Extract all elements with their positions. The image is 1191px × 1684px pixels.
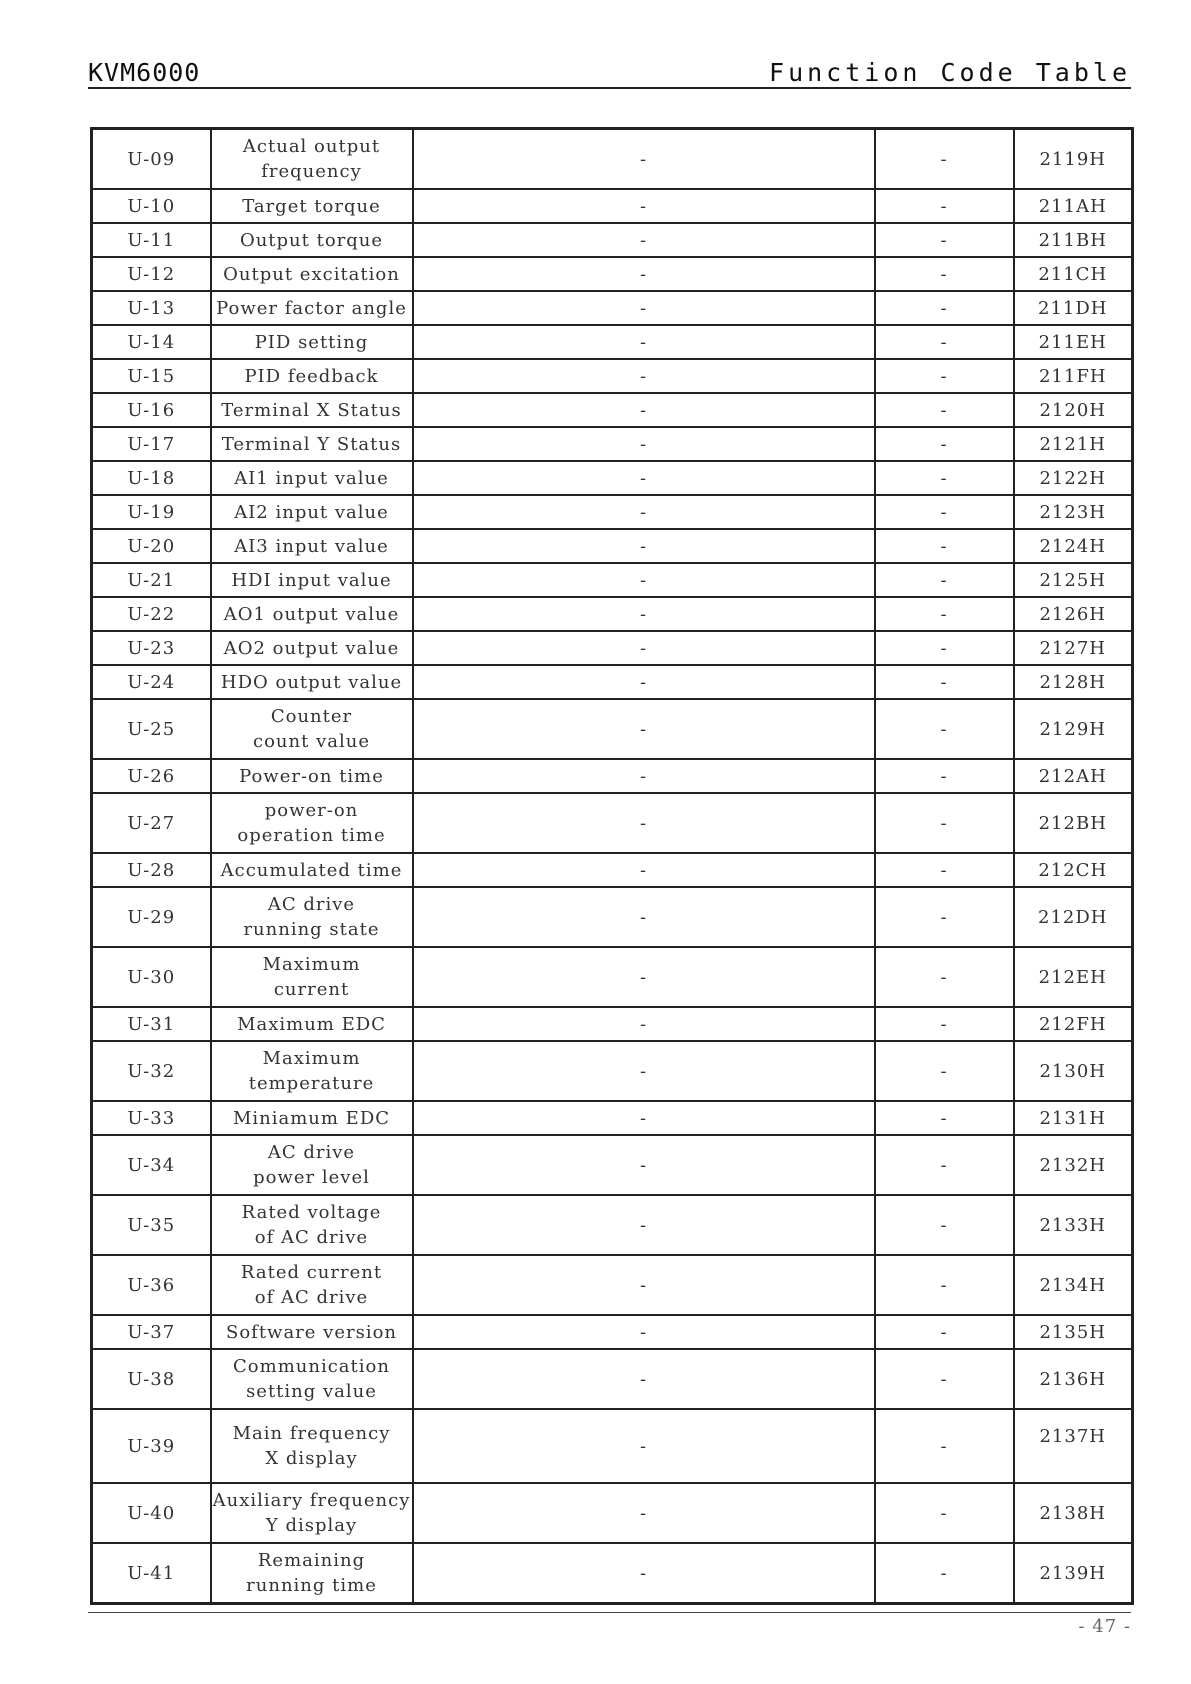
setting-range-cell: -: [413, 563, 875, 597]
setting-range-cell: -: [413, 291, 875, 325]
parameter-name-cell: Rated voltage of AC drive: [211, 1195, 413, 1255]
parameter-name-cell: Rated current of AC drive: [211, 1255, 413, 1315]
setting-range-cell: -: [413, 1135, 875, 1195]
parameter-name-cell: Actual output frequency: [211, 129, 413, 190]
header-rule: [88, 87, 1131, 89]
comm-address-cell: 212EH: [1014, 947, 1133, 1007]
function-code-cell: U-35: [92, 1195, 211, 1255]
function-code-cell: U-32: [92, 1041, 211, 1101]
table-row: [92, 665, 1133, 699]
default-value-cell: -: [875, 1135, 1014, 1195]
setting-range-cell: -: [413, 853, 875, 887]
table-row: [92, 563, 1133, 597]
function-code-cell: U-41: [92, 1543, 211, 1604]
default-value-cell: -: [875, 495, 1014, 529]
table-row: [92, 1101, 1133, 1135]
setting-range-cell: -: [413, 223, 875, 257]
parameter-name-cell: Accumulated time: [211, 853, 413, 887]
function-code-cell: U-11: [92, 223, 211, 257]
comm-address-cell: 212BH: [1014, 793, 1133, 853]
comm-address-cell: 2133H: [1014, 1195, 1133, 1255]
setting-range-cell: -: [413, 189, 875, 223]
setting-range-cell: -: [413, 597, 875, 631]
comm-address-cell: 2122H: [1014, 461, 1133, 495]
default-value-cell: -: [875, 1543, 1014, 1604]
setting-range-cell: -: [413, 461, 875, 495]
parameter-name-cell: Software version: [211, 1315, 413, 1349]
default-value-cell: -: [875, 853, 1014, 887]
default-value-cell: -: [875, 1349, 1014, 1409]
default-value-cell: -: [875, 1255, 1014, 1315]
default-value-cell: -: [875, 1007, 1014, 1041]
default-value-cell: -: [875, 563, 1014, 597]
comm-address-cell: 211AH: [1014, 189, 1133, 223]
setting-range-cell: -: [413, 1195, 875, 1255]
default-value-cell: -: [875, 393, 1014, 427]
default-value-cell: -: [875, 1041, 1014, 1101]
parameter-name-cell: AO2 output value: [211, 631, 413, 665]
setting-range-cell: -: [413, 1101, 875, 1135]
default-value-cell: -: [875, 1195, 1014, 1255]
function-code-table: [90, 127, 1134, 1605]
default-value-cell: -: [875, 1409, 1014, 1483]
table-row: [92, 1483, 1133, 1543]
parameter-name-cell: Main frequency X display: [211, 1409, 413, 1483]
default-value-cell: -: [875, 631, 1014, 665]
table-row: [92, 1007, 1133, 1041]
function-code-cell: U-31: [92, 1007, 211, 1041]
setting-range-cell: -: [413, 1315, 875, 1349]
table-row: [92, 427, 1133, 461]
comm-address-cell: 2120H: [1014, 393, 1133, 427]
function-code-cell: U-20: [92, 529, 211, 563]
setting-range-cell: -: [413, 325, 875, 359]
table-row: [92, 1349, 1133, 1409]
table-row: [92, 1315, 1133, 1349]
default-value-cell: -: [875, 1483, 1014, 1543]
comm-address-cell: 2126H: [1014, 597, 1133, 631]
table-row: [92, 461, 1133, 495]
table-row: [92, 257, 1133, 291]
parameter-name-cell: Power factor angle: [211, 291, 413, 325]
function-code-cell: U-38: [92, 1349, 211, 1409]
parameter-name-cell: Maximum EDC: [211, 1007, 413, 1041]
function-code-cell: U-37: [92, 1315, 211, 1349]
function-code-cell: U-30: [92, 947, 211, 1007]
default-value-cell: -: [875, 793, 1014, 853]
parameter-name-cell: power-on operation time: [211, 793, 413, 853]
parameter-name-cell: Power-on time: [211, 759, 413, 793]
comm-address-cell: 2136H: [1014, 1349, 1133, 1409]
function-code-cell: U-24: [92, 665, 211, 699]
setting-range-cell: -: [413, 427, 875, 461]
parameter-name-cell: HDO output value: [211, 665, 413, 699]
default-value-cell: -: [875, 359, 1014, 393]
parameter-name-cell: Maximum temperature: [211, 1041, 413, 1101]
default-value-cell: -: [875, 665, 1014, 699]
function-code-cell: U-28: [92, 853, 211, 887]
footer-rule: [88, 1612, 1131, 1613]
setting-range-cell: -: [413, 1409, 875, 1483]
comm-address-cell: 212AH: [1014, 759, 1133, 793]
setting-range-cell: -: [413, 529, 875, 563]
parameter-name-cell: AC drive running state: [211, 887, 413, 947]
table-row: [92, 393, 1133, 427]
function-code-cell: U-39: [92, 1409, 211, 1483]
default-value-cell: -: [875, 427, 1014, 461]
setting-range-cell: -: [413, 793, 875, 853]
comm-address-cell: 2123H: [1014, 495, 1133, 529]
default-value-cell: -: [875, 1315, 1014, 1349]
table-row: [92, 1255, 1133, 1315]
table-row: [92, 793, 1133, 853]
default-value-cell: -: [875, 597, 1014, 631]
comm-address-cell: 2129H: [1014, 699, 1133, 759]
parameter-name-cell: HDI input value: [211, 563, 413, 597]
table-row: [92, 947, 1133, 1007]
default-value-cell: -: [875, 129, 1014, 190]
table-row: [92, 291, 1133, 325]
parameter-name-cell: Output torque: [211, 223, 413, 257]
product-name: KVM6000: [88, 58, 201, 87]
comm-address-cell: 2131H: [1014, 1101, 1133, 1135]
table-row: [92, 495, 1133, 529]
table-row: [92, 223, 1133, 257]
setting-range-cell: -: [413, 759, 875, 793]
function-code-cell: U-29: [92, 887, 211, 947]
comm-address-cell: 211FH: [1014, 359, 1133, 393]
function-code-cell: U-14: [92, 325, 211, 359]
comm-address-cell: 2125H: [1014, 563, 1133, 597]
comm-address-cell: 2127H: [1014, 631, 1133, 665]
comm-address-cell: 211CH: [1014, 257, 1133, 291]
default-value-cell: -: [875, 529, 1014, 563]
section-title: Function Code Table: [769, 58, 1131, 87]
table-row: [92, 853, 1133, 887]
table-row: [92, 1409, 1133, 1483]
function-code-cell: U-17: [92, 427, 211, 461]
parameter-name-cell: AI3 input value: [211, 529, 413, 563]
table-row: [92, 1135, 1133, 1195]
setting-range-cell: -: [413, 1255, 875, 1315]
default-value-cell: -: [875, 759, 1014, 793]
table-row: [92, 1041, 1133, 1101]
function-code-cell: U-27: [92, 793, 211, 853]
page-number: - 47 -: [1078, 1616, 1131, 1637]
comm-address-cell: 2121H: [1014, 427, 1133, 461]
table-row: [92, 887, 1133, 947]
function-code-cell: U-10: [92, 189, 211, 223]
function-code-cell: U-15: [92, 359, 211, 393]
parameter-name-cell: Output excitation: [211, 257, 413, 291]
function-code-cell: U-33: [92, 1101, 211, 1135]
comm-address-cell: 2124H: [1014, 529, 1133, 563]
parameter-name-cell: Communication setting value: [211, 1349, 413, 1409]
parameter-name-cell: Maximum current: [211, 947, 413, 1007]
comm-address-cell: 2128H: [1014, 665, 1133, 699]
setting-range-cell: -: [413, 887, 875, 947]
function-code-cell: U-18: [92, 461, 211, 495]
table-row: [92, 325, 1133, 359]
setting-range-cell: -: [413, 129, 875, 190]
parameter-name-cell: Target torque: [211, 189, 413, 223]
setting-range-cell: -: [413, 1007, 875, 1041]
function-code-cell: U-19: [92, 495, 211, 529]
function-code-cell: U-16: [92, 393, 211, 427]
setting-range-cell: -: [413, 393, 875, 427]
table-row: [92, 359, 1133, 393]
function-code-cell: U-25: [92, 699, 211, 759]
table-row: [92, 1195, 1133, 1255]
setting-range-cell: -: [413, 495, 875, 529]
setting-range-cell: -: [413, 1543, 875, 1604]
parameter-name-cell: PID setting: [211, 325, 413, 359]
default-value-cell: -: [875, 291, 1014, 325]
comm-address-cell: 212DH: [1014, 887, 1133, 947]
comm-address-cell: 2135H: [1014, 1315, 1133, 1349]
function-code-cell: U-40: [92, 1483, 211, 1543]
function-code-cell: U-09: [92, 129, 211, 190]
parameter-name-cell: Terminal X Status: [211, 393, 413, 427]
parameter-name-cell: AI1 input value: [211, 461, 413, 495]
comm-address-cell: 2139H: [1014, 1543, 1133, 1604]
comm-address-cell: 212FH: [1014, 1007, 1133, 1041]
comm-address-cell: 2119H: [1014, 129, 1133, 190]
table-row: [92, 759, 1133, 793]
function-code-cell: U-23: [92, 631, 211, 665]
function-code-cell: U-34: [92, 1135, 211, 1195]
comm-address-cell: 2130H: [1014, 1041, 1133, 1101]
default-value-cell: -: [875, 1101, 1014, 1135]
comm-address-cell: 211BH: [1014, 223, 1133, 257]
function-code-cell: U-26: [92, 759, 211, 793]
setting-range-cell: -: [413, 257, 875, 291]
setting-range-cell: -: [413, 665, 875, 699]
table-row: [92, 529, 1133, 563]
table-row: [92, 189, 1133, 223]
function-code-cell: U-13: [92, 291, 211, 325]
setting-range-cell: -: [413, 947, 875, 1007]
comm-address-cell: 2132H: [1014, 1135, 1133, 1195]
parameter-name-cell: Miniamum EDC: [211, 1101, 413, 1135]
setting-range-cell: -: [413, 631, 875, 665]
comm-address-cell: 211EH: [1014, 325, 1133, 359]
comm-address-cell: 2138H: [1014, 1483, 1133, 1543]
table-row: [92, 631, 1133, 665]
default-value-cell: -: [875, 887, 1014, 947]
table-row: [92, 129, 1133, 190]
setting-range-cell: -: [413, 699, 875, 759]
default-value-cell: -: [875, 699, 1014, 759]
parameter-name-cell: AC drive power level: [211, 1135, 413, 1195]
default-value-cell: -: [875, 189, 1014, 223]
default-value-cell: -: [875, 947, 1014, 1007]
setting-range-cell: -: [413, 1349, 875, 1409]
default-value-cell: -: [875, 223, 1014, 257]
comm-address-cell: 2134H: [1014, 1255, 1133, 1315]
comm-address-cell: 2137H: [1014, 1409, 1133, 1483]
comm-address-cell: 211DH: [1014, 291, 1133, 325]
default-value-cell: -: [875, 257, 1014, 291]
table-row: [92, 1543, 1133, 1604]
function-code-cell: U-22: [92, 597, 211, 631]
table-row: [92, 699, 1133, 759]
setting-range-cell: -: [413, 1041, 875, 1101]
parameter-name-cell: Auxiliary frequency Y display: [211, 1483, 413, 1543]
setting-range-cell: -: [413, 1483, 875, 1543]
function-code-cell: U-21: [92, 563, 211, 597]
function-code-table-body: [92, 129, 1133, 1604]
setting-range-cell: -: [413, 359, 875, 393]
parameter-name-cell: Counter count value: [211, 699, 413, 759]
parameter-name-cell: AI2 input value: [211, 495, 413, 529]
function-code-cell: U-12: [92, 257, 211, 291]
table-row: [92, 597, 1133, 631]
comm-address-cell: 212CH: [1014, 853, 1133, 887]
default-value-cell: -: [875, 461, 1014, 495]
default-value-cell: -: [875, 325, 1014, 359]
parameter-name-cell: Terminal Y Status: [211, 427, 413, 461]
parameter-name-cell: AO1 output value: [211, 597, 413, 631]
parameter-name-cell: Remaining running time: [211, 1543, 413, 1604]
function-code-cell: U-36: [92, 1255, 211, 1315]
parameter-name-cell: PID feedback: [211, 359, 413, 393]
